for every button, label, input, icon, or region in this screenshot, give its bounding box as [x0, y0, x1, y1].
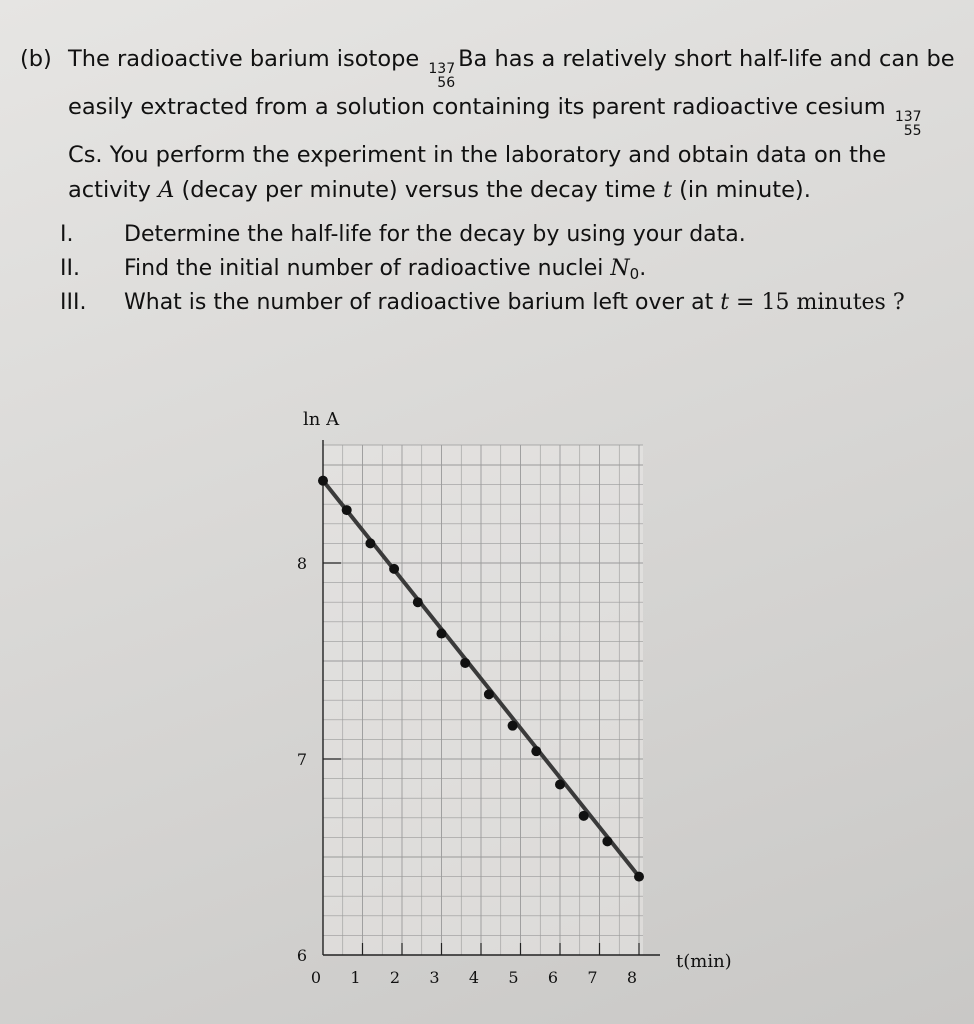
nuclei-subscript: 0 — [629, 265, 640, 283]
question-text-after: . — [639, 256, 647, 281]
question-equation: = 15 minutes ? — [729, 290, 905, 315]
problem-text-2: has a relatively short half-life and can be easily extracted from a solution containing its parent radioactive cesium — [68, 46, 955, 120]
data-point — [508, 721, 518, 731]
cesium-mass-number: 137 — [894, 109, 922, 125]
x-tick-label: 0 — [310, 968, 322, 987]
x-tick-label: 6 — [547, 968, 559, 987]
question-number: I. — [60, 222, 74, 247]
data-point — [555, 779, 565, 789]
question-number: II. — [60, 256, 80, 281]
barium-mass-number: 137 — [428, 61, 456, 77]
y-tick-label: 6 — [296, 946, 307, 965]
activity-variable: A — [158, 177, 175, 203]
question-text: Determine the half-life for the decay by using your data. — [124, 222, 746, 247]
question-number: III. — [60, 290, 87, 315]
y-tick-label: 7 — [296, 750, 307, 769]
problem-text-1: The radioactive barium isotope — [68, 46, 420, 72]
data-point — [365, 538, 375, 548]
data-point — [634, 872, 644, 882]
time-variable: t — [662, 177, 672, 203]
x-tick-label: 2 — [389, 968, 401, 987]
nuclei-variable: N — [610, 256, 630, 281]
x-tick-label: 5 — [508, 968, 519, 987]
problem-text-4: (decay per minute) versus the decay time — [181, 177, 656, 203]
data-point — [437, 629, 447, 639]
x-tick-label: 1 — [350, 968, 361, 987]
x-tick-label: 3 — [429, 968, 440, 987]
barium-atomic-number: 56 — [437, 75, 456, 91]
data-point — [531, 746, 541, 756]
data-point — [579, 811, 589, 821]
data-point — [484, 689, 494, 699]
question-text-before: Find the initial number of radioactive nuclei — [124, 256, 604, 281]
x-tick-label: 7 — [587, 968, 598, 987]
data-point — [460, 658, 470, 668]
question-text-before: What is the number of radioactive barium left over at — [124, 290, 714, 315]
x-tick-label: 8 — [626, 968, 638, 987]
x-tick-label: 4 — [468, 968, 480, 987]
problem-label: (b) — [20, 46, 52, 72]
y-tick-label: 8 — [296, 554, 307, 573]
cesium-symbol: Cs. — [68, 142, 103, 168]
x-axis-title: t(min) — [676, 951, 732, 972]
data-point — [413, 597, 423, 607]
problem-text-3: You perform the experiment in the laboratory and obtain data on the activity — [68, 142, 887, 203]
y-axis-title: ln A — [303, 409, 340, 430]
data-point — [602, 836, 612, 846]
data-point — [342, 505, 352, 515]
time-variable: t — [720, 290, 730, 315]
data-point — [389, 564, 399, 574]
data-point — [318, 476, 328, 486]
cesium-atomic-number: 55 — [903, 123, 922, 139]
barium-symbol: Ba — [458, 46, 488, 72]
problem-text-5: (in minute). — [679, 177, 811, 203]
